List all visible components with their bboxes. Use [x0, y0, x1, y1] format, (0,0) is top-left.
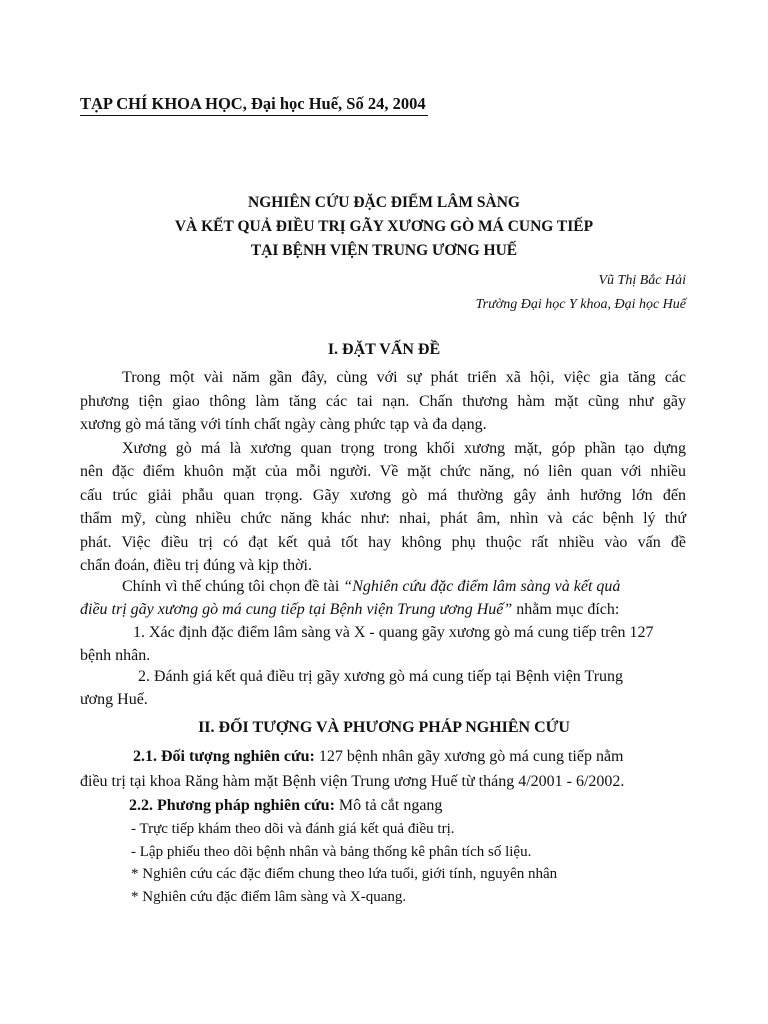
- section-2-heading: II. ĐỐI TƯỢNG VÀ PHƯƠNG PHÁP NGHIÊN CỨU: [198, 719, 570, 736]
- paragraph-line: Trong một vài năm gần đây, cùng với sự phát triển xã hội, việc gia tăng các: [122, 369, 686, 386]
- paragraph-line: chẩn đoán, điều trị đúng và kịp thời.: [80, 557, 312, 574]
- aim-1-cont: bệnh nhân.: [80, 647, 151, 664]
- study-title-quote: “Nghiên cứu đặc điểm lâm sàng và kết quả: [343, 578, 621, 595]
- author-name: Vũ Thị Bắc Hải: [598, 273, 686, 288]
- list-item: * Nghiên cứu các đặc điểm chung theo lứa tuổi, giới tính, nguyên nhân: [131, 866, 558, 882]
- title-line-1: NGHIÊN CỨU ĐẶC ĐIỂM LÂM SÀNG: [248, 194, 520, 211]
- subsection-2-2: 2.2. Phương pháp nghiên cứu: Mô tả cắt ngang: [129, 797, 443, 814]
- journal-header: TẠP CHÍ KHOA HỌC, Đại học Huế, Số 24, 2004: [80, 94, 428, 116]
- title-line-3: TẠI BỆNH VIỆN TRUNG ƯƠNG HUẾ: [250, 242, 518, 259]
- paragraph-line: điều trị gãy xương gò má cung tiếp tại Bệnh viện Trung ương Huế” nhằm mục đích:: [80, 601, 620, 618]
- aim-2: 2. Đánh giá kết quả điều trị gãy xương gò má cung tiếp tại Bệnh viện Trung: [138, 668, 624, 685]
- paragraph-line: xương gò má tăng với tính chất ngày càng phức tạp và đa dạng.: [80, 416, 487, 433]
- paragraph-line: thẩm mỹ, cùng nhiều chức năng khác như: nhai, phát âm, nhìn và các bệnh lý thứ: [80, 510, 686, 527]
- subsection-2-1-label: 2.1. Đối tượng nghiên cứu:: [133, 748, 315, 765]
- subsection-2-1: 2.1. Đối tượng nghiên cứu: 127 bệnh nhân gãy xương gò má cung tiếp nằm: [133, 748, 624, 765]
- list-item: - Trực tiếp khám theo dõi và đánh giá kết quả điều trị.: [131, 821, 455, 837]
- paragraph-line: cấu trúc giải phẫu quan trọng. Gãy xương gò má thường gây ảnh hưởng lớn đến: [80, 487, 686, 504]
- paragraph-line: nên đặc điểm khuôn mặt của mỗi người. Về mặt chức năng, nó liên quan với nhiều: [80, 463, 686, 480]
- article-title: [0, 191, 768, 263]
- paragraph-line: điều trị tại khoa Răng hàm mặt Bệnh viện Trung ương Huế từ tháng 4/2001 - 6/2002.: [80, 773, 625, 790]
- section-1-heading: I. ĐẶT VẤN ĐỀ: [327, 341, 441, 358]
- paragraph-line: phát. Việc điều trị có đạt kết quả tốt hay không phụ thuộc rất nhiều vào vấn đề: [80, 534, 686, 551]
- study-title-quote: điều trị gãy xương gò má cung tiếp tại Bệnh viện Trung ương Huế”: [80, 601, 513, 618]
- aim-2-cont: ương Huế.: [80, 691, 148, 708]
- list-item: * Nghiên cứu đặc điểm lâm sàng và X-quang.: [131, 889, 407, 905]
- subsection-2-2-label: 2.2. Phương pháp nghiên cứu:: [129, 797, 335, 814]
- author-affiliation: Trường Đại học Y khoa, Đại học Huế: [475, 297, 686, 312]
- aim-1: 1. Xác định đặc điểm lâm sàng và X - quang gãy xương gò má cung tiếp trên 127: [133, 624, 654, 641]
- paragraph-line: Xương gò má là xương quan trọng trong khối xương mặt, góp phần tạo dựng: [122, 440, 686, 457]
- title-line-2: VÀ KẾT QUẢ ĐIỀU TRỊ GÃY XƯƠNG GÒ MÁ CUNG TIẾP: [174, 218, 594, 235]
- list-item: - Lập phiếu theo dõi bệnh nhân và bảng thống kê phân tích số liệu.: [131, 844, 532, 860]
- paragraph-line: phương tiện giao thông làm tăng các tai nạn. Chấn thương hàm mặt cũng như gãy: [80, 393, 686, 410]
- paragraph-line: Chính vì thế chúng tôi chọn đề tài “Nghiên cứu đặc điểm lâm sàng và kết quả: [122, 578, 621, 595]
